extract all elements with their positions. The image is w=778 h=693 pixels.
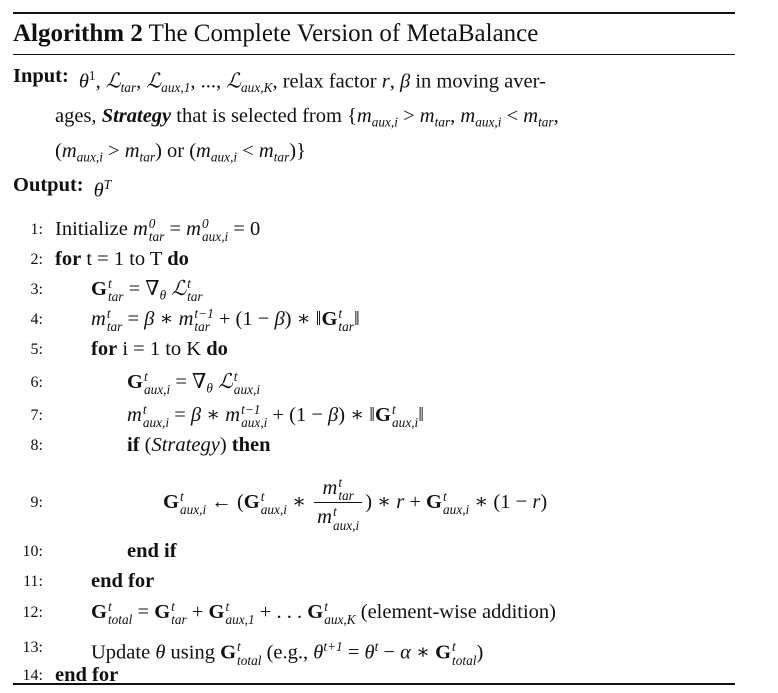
- input-label: Input:: [13, 65, 69, 87]
- step-4-text: m t tar = β ∗ m t−1 tar + (1 − β) ∗ ‖G t tar ‖: [91, 305, 360, 335]
- line-number: 4:: [30, 311, 43, 328]
- step-5: [13, 334, 735, 364]
- step-13: [13, 632, 735, 668]
- step-12: [13, 597, 735, 627]
- input-line-3: $(m_{aux,i} > m_{tar})$ or $(m_{aux,i} < m_{tar})$}: [55, 139, 306, 165]
- step-10-text: end if: [127, 540, 177, 562]
- algorithm-title: The Complete Version of MetaBalance: [148, 20, 539, 47]
- line-number: 7:: [30, 407, 43, 424]
- step-1: [13, 214, 735, 244]
- output-value: $\theta^T$: [93, 177, 112, 202]
- step-6: [13, 367, 735, 397]
- line-number: 8:: [30, 437, 43, 454]
- algorithm-box: [13, 12, 735, 686]
- bottom-rule: [13, 683, 735, 685]
- line-number: 11:: [23, 573, 43, 590]
- step-12-text: G t total = G t tar + G t aux,1 + . . . G t aux,K (element-wise addition): [91, 598, 557, 628]
- line-number: 10:: [22, 543, 43, 560]
- line-number: 1:: [30, 221, 43, 238]
- input-line-2: ages, Strategy that is selected from {$m_{aux,i} > m_{tar}$, $m_{aux,i} < m_{tar}$,: [55, 104, 559, 130]
- fraction: m t tar m t aux,i: [314, 475, 362, 532]
- step-7: [13, 400, 735, 430]
- step-3-text: G t tar = $\nabla_\theta$ ℒ t tar: [91, 275, 203, 305]
- line-number: 12:: [22, 604, 43, 621]
- step-7-text: m t aux,i = β ∗ m t−1 aux,i + (1 − β) ∗ ‖G t aux,i ‖: [127, 401, 425, 431]
- step-14: [13, 660, 735, 690]
- step-13-text: Update θ using G t total (e.g., $\theta^{t+1} = \theta^t - \alpha$ ∗ G t total ): [91, 639, 484, 668]
- input-output-block: [13, 62, 735, 205]
- step-11-text: end for: [91, 570, 155, 592]
- line-number: 2:: [30, 251, 43, 268]
- step-8: [13, 430, 735, 460]
- line-number: 5:: [30, 341, 43, 358]
- output-label: Output:: [13, 174, 84, 197]
- line-number: 6:: [30, 374, 43, 391]
- step-4: [13, 304, 735, 334]
- step-9: [13, 472, 735, 532]
- algorithm-caption: [13, 14, 735, 54]
- line-number: 3:: [30, 281, 43, 298]
- step-1-text: Initialize m 0 tar = m 0 aux,i = 0: [55, 215, 261, 245]
- step-2: [13, 244, 735, 274]
- step-5-text: for i = 1 to K do: [91, 338, 228, 360]
- output-row: [13, 171, 735, 204]
- step-14-text: end for: [55, 664, 119, 686]
- step-3: [13, 274, 735, 304]
- input-row: [13, 62, 735, 102]
- input-line-1: $\theta^1$, ℒ$_{tar}$, ℒ$_{aux,1}$, ..., ℒ$_{aux,K}$, relax factor r, β in moving aver-: [78, 68, 546, 95]
- line-number: 13:: [22, 639, 43, 656]
- step-11: [13, 566, 735, 596]
- step-2-text: for t = 1 to T do: [55, 248, 189, 270]
- line-number: 14:: [22, 667, 43, 684]
- step-9-text: G t aux,i ← (G t aux,i ∗ m t tar m t aux,i ) ∗ r + G t aux,i ∗ (1 − r): [163, 474, 548, 533]
- line-number: 9:: [30, 494, 43, 511]
- algorithm-number: Algorithm 2: [13, 20, 143, 47]
- caption-rule: [13, 54, 735, 55]
- step-8-text: if (Strategy) then: [127, 434, 271, 456]
- step-6-text: G t aux,i = $\nabla_\theta$ ℒ t aux,i: [127, 368, 261, 398]
- step-10: [13, 536, 735, 566]
